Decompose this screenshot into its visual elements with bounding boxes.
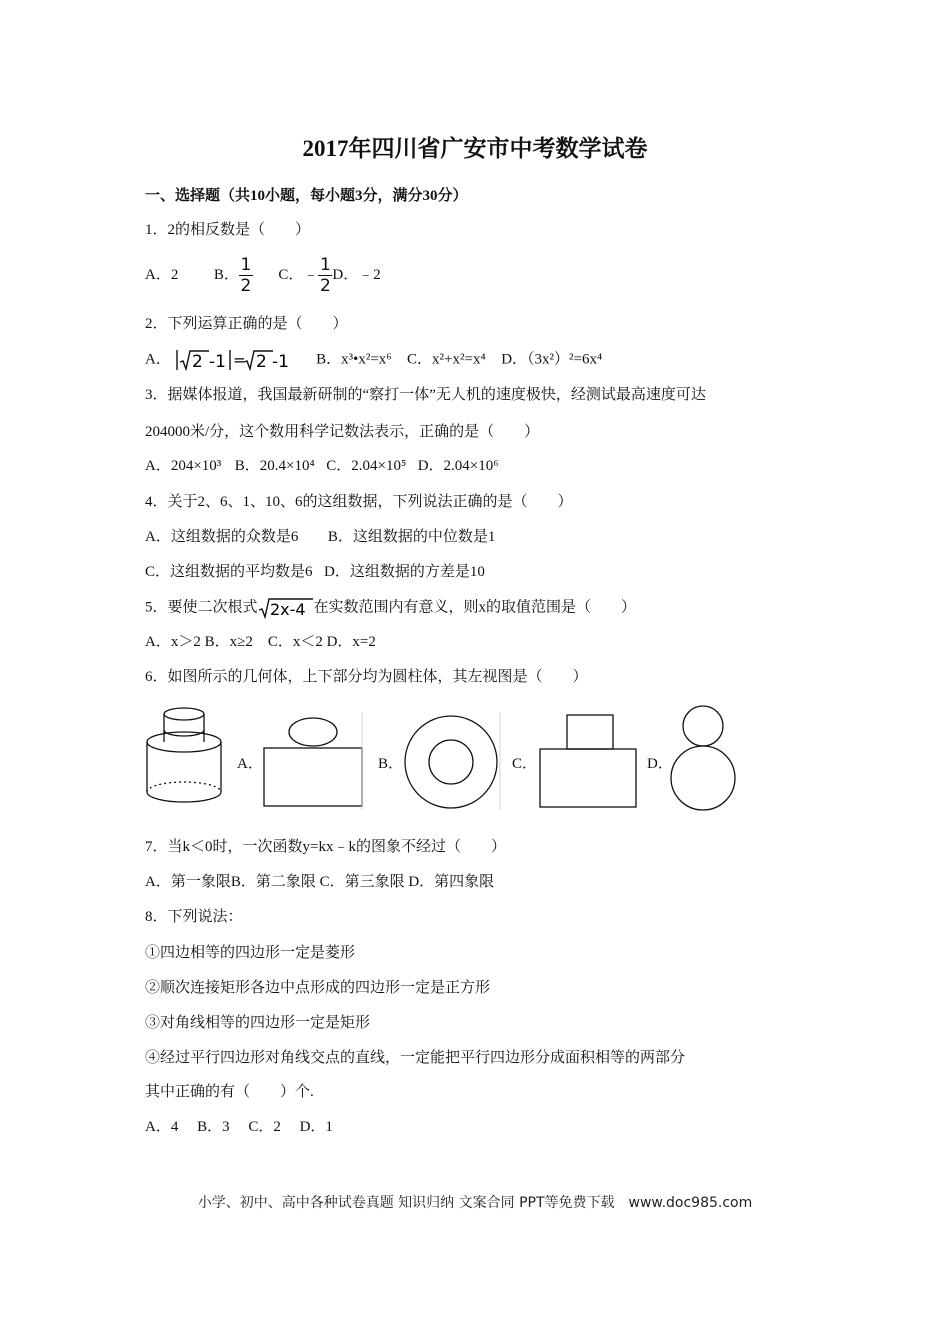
q5-options: A．x＞2 B．x≥2 C．x＜2 D．x=2 — [145, 634, 376, 650]
q2-option-b: B．x³•x²=x⁶ — [316, 351, 392, 368]
q8-statement-2: ②顺次连接矩形各边中点形成的四边形一定是正方形 — [145, 980, 491, 996]
q4-option-a: A．这组数据的众数是6 — [145, 529, 299, 545]
q6-option-c: C． — [512, 756, 538, 772]
q7-options: A．第一象限B．第二象限 C．第三象限 D．第四象限 — [145, 874, 495, 890]
q2-stem: 2．下列运算正确的是（ ） — [145, 316, 348, 332]
q5-stem-post: 在实数范围内有意义，则x的取值范围是（ ） — [313, 599, 637, 616]
q1-option-a: A．2 — [145, 266, 179, 283]
q4-options-row1 — [145, 527, 495, 547]
q8-options: A．4 B．3 C．2 D．1 — [145, 1119, 333, 1135]
q6-option-b-figure — [405, 716, 497, 808]
q2-option-a: A． — [145, 351, 171, 368]
page-footer: 小学、初中、高中各种试卷真题 知识归纳 文案合同 PPT等免费下载 www.doc985.com — [197, 1195, 753, 1211]
q3-option-c: C．2.04×10⁵ — [326, 458, 407, 474]
q2-option-d: D．（3x²）²=6x⁴ — [501, 351, 603, 368]
q1-option-b: B． — [213, 266, 239, 283]
q1-c-fraction: $\frac{1}{2}$ — [319, 255, 331, 296]
q5-stem-pre: 5．要使二次根式 — [145, 599, 258, 616]
q4-option-c: C．这组数据的平均数是6 — [145, 564, 313, 580]
q2-a-expression — [175, 348, 287, 372]
q4-options-row2 — [145, 562, 485, 582]
q1-option-c: C． — [278, 266, 304, 283]
q2-options — [145, 348, 602, 372]
q6-figures — [140, 700, 800, 815]
q5-radicand: 2x-4 — [269, 600, 306, 619]
q1-options — [145, 256, 381, 295]
q2-a-minus-one-right: -1 — [271, 352, 289, 372]
q1-stem: 1．2的相反数是（ ） — [145, 222, 311, 238]
q3-options — [145, 456, 498, 476]
q3-stem-line1: 3．据媒体报道，我国最新研制的“察打一体”无人机的速度极快，经测试最高速度可达 — [145, 387, 706, 403]
q7-stem: 7．当k＜0时，一次函数y=kx﹣k的图象不经过（ ） — [145, 839, 506, 855]
q4-option-b: B．这组数据的中位数是1 — [327, 529, 496, 545]
q6-stem: 6．如图所示的几何体，上下部分均为圆柱体，其左视图是（ ） — [145, 669, 588, 685]
q3-option-d: D．2.04×10⁶ — [417, 458, 499, 474]
q6-option-d-figure — [671, 706, 735, 810]
q2-option-c: C．x²+x²=x⁴ — [407, 351, 486, 368]
q3-option-b: B．20.4×10⁴ — [234, 458, 315, 474]
q6-option-c-figure — [540, 715, 636, 807]
q4-option-d: D．这组数据的方差是10 — [324, 564, 485, 580]
q5-stem — [145, 596, 636, 620]
q6-option-a: A． — [237, 756, 263, 772]
page-title: 2017年四川省广安市中考数学试卷 — [302, 136, 648, 161]
q1-c-minus: ﹣ — [303, 266, 319, 283]
q6-solid-figure — [147, 708, 221, 802]
q8-statement-1: ①四边相等的四边形一定是菱形 — [145, 945, 356, 961]
q2-a-radicand-left: 2 — [191, 352, 203, 372]
q6-option-b: B． — [378, 756, 404, 772]
q8-statement-4: ④经过平行四边形对角线交点的直线，一定能把平行四边形分成面积相等的两部分 — [145, 1050, 686, 1066]
q4-stem: 4．关于2、6、1、10、6的这组数据，下列说法正确的是（ ） — [145, 494, 573, 510]
q8-question: 其中正确的有（ ）个. — [145, 1084, 314, 1100]
q5-radical — [258, 596, 314, 620]
q8-stem: 8．下列说法： — [145, 909, 243, 925]
svg-text:=: = — [232, 351, 246, 369]
q1-b-fraction: $\frac{1}{2}$ — [240, 255, 252, 296]
section-heading: 一、选择题（共10小题，每小题3分，满分30分） — [145, 188, 468, 204]
q6-option-d: D． — [647, 756, 673, 772]
q3-stem-line2: 204000米/分，这个数用科学记数法表示，正确的是（ ） — [145, 424, 540, 440]
q6-option-a-figure — [264, 718, 362, 806]
q2-a-minus-one-left: -1 — [208, 352, 226, 372]
q1-option-d: D．﹣2 — [332, 266, 381, 283]
q8-statement-3: ③对角线相等的四边形一定是矩形 — [145, 1015, 371, 1031]
q2-a-radicand-right: 2 — [255, 352, 267, 372]
q3-option-a: A．204×10³ — [145, 458, 222, 474]
